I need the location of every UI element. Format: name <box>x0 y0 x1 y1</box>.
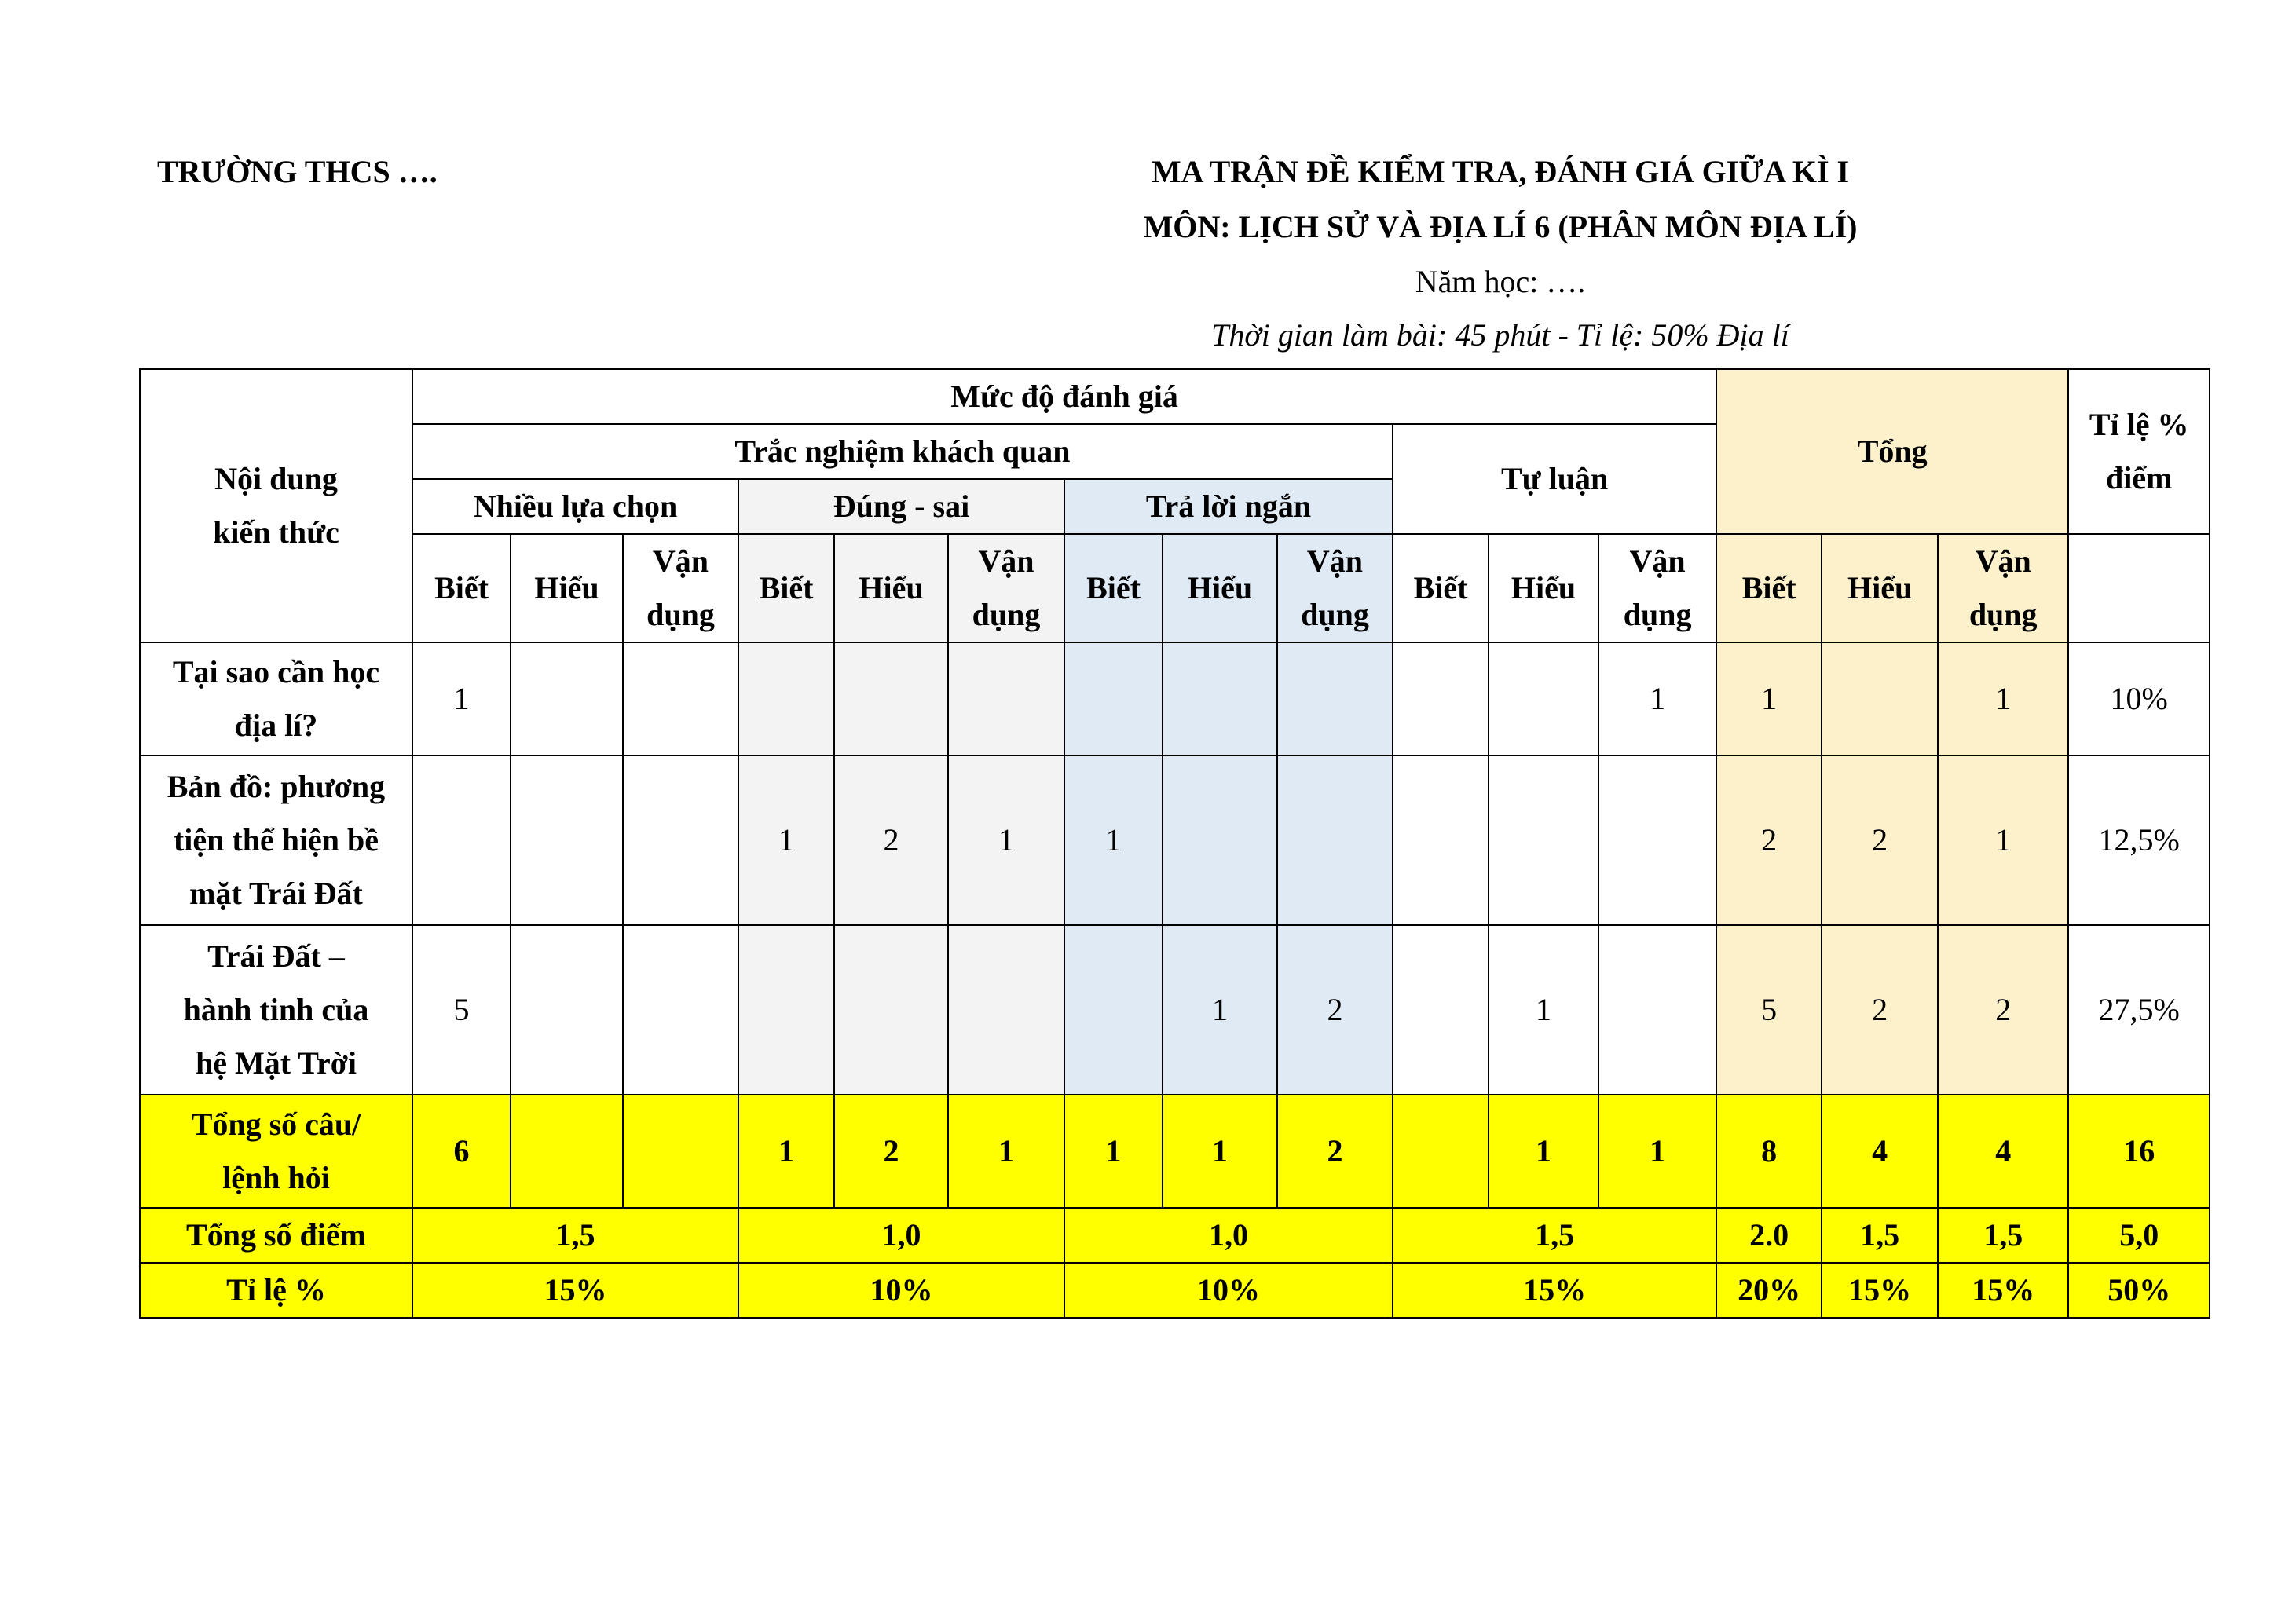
matrix-cell <box>412 755 511 925</box>
level-header-biet: Biết <box>412 534 511 642</box>
level-header-hieu: Hiểu <box>1163 534 1277 642</box>
level-header-van-dung <box>1598 534 1716 642</box>
matrix-cell <box>1064 925 1163 1095</box>
matrix-cell: 2 <box>1822 755 1938 925</box>
matrix-cell <box>623 925 738 1095</box>
row-label-line: Tại sao cần học <box>172 654 380 689</box>
matrix-cell <box>1064 642 1163 755</box>
matrix-cell <box>623 1095 738 1208</box>
percent-vd: 15% <box>1938 1263 2068 1318</box>
topic-row <box>140 925 2210 1095</box>
row-label <box>140 1095 412 1208</box>
matrix-cell: 5 <box>1716 925 1822 1095</box>
document-title: MA TRẬN ĐỀ KIỂM TRA, ĐÁNH GIÁ GIỮA KÌ I <box>1151 154 1850 189</box>
matrix-cell: 1 <box>1716 642 1822 755</box>
percent-hieu: 15% <box>1822 1263 1938 1318</box>
matrix-cell <box>1489 642 1598 755</box>
percent-tl: 15% <box>1393 1263 1716 1318</box>
matrix-cell: 27,5% <box>2068 925 2210 1095</box>
content-header-line1: Nội dung <box>214 461 338 496</box>
matrix-cell <box>738 925 834 1095</box>
van-dung-line1: Vận <box>978 543 1034 579</box>
total-points-label: Tổng số điểm <box>140 1208 412 1263</box>
level-header-van-dung <box>623 534 738 642</box>
matrix-cell <box>1163 755 1277 925</box>
row-label <box>140 925 412 1095</box>
matrix-cell: 5 <box>412 925 511 1095</box>
van-dung-line1: Vận <box>652 543 709 579</box>
matrix-cell: 1 <box>1598 642 1716 755</box>
matrix-cell: 1 <box>948 1095 1064 1208</box>
van-dung-line2: dụng <box>1623 597 1692 632</box>
matrix-cell <box>1489 755 1598 925</box>
row-label-line: Bản đồ: phương <box>167 769 386 804</box>
total-points-hieu: 1,5 <box>1822 1208 1938 1263</box>
level-header-hieu: Hiểu <box>1822 534 1938 642</box>
matrix-cell <box>511 925 623 1095</box>
matrix-cell <box>623 755 738 925</box>
tra-loi-ngan-header: Trả lời ngắn <box>1064 479 1393 534</box>
matrix-cell <box>1393 642 1489 755</box>
matrix-cell: 1 <box>1163 1095 1277 1208</box>
level-header-empty <box>2068 534 2210 642</box>
total-points-ds: 1,0 <box>738 1208 1064 1263</box>
matrix-cell <box>1822 642 1938 755</box>
percent-label: Tỉ lệ % <box>140 1263 412 1318</box>
level-header-van-dung <box>948 534 1064 642</box>
assessment-matrix-table <box>139 368 2210 1319</box>
matrix-cell: 1 <box>1064 755 1163 925</box>
matrix-cell: 12,5% <box>2068 755 2210 925</box>
percent-nlc: 15% <box>412 1263 738 1318</box>
row-label-line: địa lí? <box>234 708 318 743</box>
matrix-cell: 1 <box>948 755 1064 925</box>
level-header-biet: Biết <box>738 534 834 642</box>
matrix-cell: 4 <box>1822 1095 1938 1208</box>
row-label-line: tiện thể hiện bề <box>173 822 379 858</box>
van-dung-line1: Vận <box>1306 543 1364 579</box>
percent-biet: 20% <box>1716 1263 1822 1318</box>
total-points-vd: 1,5 <box>1938 1208 2068 1263</box>
matrix-cell <box>1163 642 1277 755</box>
header-row-levels <box>140 534 2210 642</box>
matrix-cell <box>948 642 1064 755</box>
matrix-cell <box>511 642 623 755</box>
content-column-header <box>140 369 412 642</box>
van-dung-line2: dụng <box>1968 597 2038 632</box>
matrix-cell: 1 <box>1489 1095 1598 1208</box>
ti-le-header-line1: Tỉ lệ % <box>2089 407 2189 442</box>
row-label-line: hệ Mặt Trời <box>195 1045 357 1081</box>
matrix-cell: 4 <box>1938 1095 2068 1208</box>
van-dung-line2: dụng <box>972 597 1041 632</box>
level-header-hieu: Hiểu <box>834 534 948 642</box>
matrix-cell: 1 <box>1938 642 2068 755</box>
matrix-cell: 1 <box>1489 925 1598 1095</box>
matrix-cell <box>1598 755 1716 925</box>
matrix-cell: 1 <box>1064 1095 1163 1208</box>
matrix-cell: 2 <box>1716 755 1822 925</box>
school-name: TRƯỜNG THCS …. <box>157 154 438 189</box>
total-points-biet: 2.0 <box>1716 1208 1822 1263</box>
total-points-tln: 1,0 <box>1064 1208 1393 1263</box>
row-label-line: mặt Trái Đất <box>189 876 363 911</box>
matrix-cell: 1 <box>1163 925 1277 1095</box>
percent-tln: 10% <box>1064 1263 1393 1318</box>
topic-row <box>140 755 2210 925</box>
row-label-line: hành tinh của <box>183 992 369 1027</box>
total-points-tl: 1,5 <box>1393 1208 1716 1263</box>
muc-do-header: Mức độ đánh giá <box>412 369 1716 424</box>
topic-row <box>140 642 2210 755</box>
matrix-cell: 1 <box>412 642 511 755</box>
matrix-cell: 1 <box>738 755 834 925</box>
school-year: Năm học: …. <box>1415 264 1586 299</box>
van-dung-line1: Vận <box>1975 543 2031 579</box>
matrix-cell <box>834 925 948 1095</box>
matrix-cell <box>1277 755 1393 925</box>
level-header-van-dung <box>1277 534 1393 642</box>
total-points-total: 5,0 <box>2068 1208 2210 1263</box>
total-questions-row <box>140 1095 2210 1208</box>
level-header-biet: Biết <box>1716 534 1822 642</box>
percent-row <box>140 1263 2210 1318</box>
dung-sai-header: Đúng - sai <box>738 479 1064 534</box>
trac-nghiem-header: Trắc nghiệm khách quan <box>412 424 1393 479</box>
matrix-cell: 8 <box>1716 1095 1822 1208</box>
matrix-cell: 10% <box>2068 642 2210 755</box>
matrix-cell <box>511 755 623 925</box>
matrix-cell <box>1598 925 1716 1095</box>
level-header-van-dung <box>1938 534 2068 642</box>
matrix-cell: 2 <box>834 755 948 925</box>
level-header-hieu: Hiểu <box>511 534 623 642</box>
matrix-cell <box>623 642 738 755</box>
matrix-cell: 6 <box>412 1095 511 1208</box>
matrix-cell: 2 <box>834 1095 948 1208</box>
matrix-cell: 2 <box>1277 925 1393 1095</box>
ti-le-header-line2: điểm <box>2105 460 2173 496</box>
matrix-cell: 1 <box>1938 755 2068 925</box>
time-ratio: Thời gian làm bài: 45 phút - Tỉ lệ: 50% Địa lí <box>1211 317 1789 353</box>
tu-luan-header: Tự luận <box>1393 424 1716 534</box>
matrix-cell: 2 <box>1277 1095 1393 1208</box>
matrix-cell <box>1393 755 1489 925</box>
van-dung-line1: Vận <box>1629 543 1686 579</box>
van-dung-line2: dụng <box>646 597 715 632</box>
matrix-cell: 16 <box>2068 1095 2210 1208</box>
row-label-line: Trái Đất – <box>207 938 345 974</box>
row-label-line: Tổng số câu/ <box>191 1106 361 1142</box>
matrix-cell: 2 <box>1822 925 1938 1095</box>
tong-header: Tổng <box>1716 369 2068 534</box>
level-header-hieu: Hiểu <box>1489 534 1598 642</box>
van-dung-line2: dụng <box>1301 597 1369 632</box>
matrix-cell <box>948 925 1064 1095</box>
level-header-biet: Biết <box>1393 534 1489 642</box>
matrix-cell <box>1393 1095 1489 1208</box>
percent-ds: 10% <box>738 1263 1064 1318</box>
ti-le-header <box>2068 369 2210 534</box>
content-header-line2: kiến thức <box>213 514 339 550</box>
row-label-line: lệnh hỏi <box>222 1160 330 1195</box>
total-points-row <box>140 1208 2210 1263</box>
matrix-cell <box>1393 925 1489 1095</box>
row-label <box>140 755 412 925</box>
matrix-cell <box>1277 642 1393 755</box>
percent-total: 50% <box>2068 1263 2210 1318</box>
total-points-nlc: 1,5 <box>412 1208 738 1263</box>
subject-title: MÔN: LỊCH SỬ VÀ ĐỊA LÍ 6 (PHÂN MÔN ĐỊA LÍ) <box>1143 209 1858 244</box>
matrix-cell: 1 <box>738 1095 834 1208</box>
matrix-cell <box>834 642 948 755</box>
level-header-biet: Biết <box>1064 534 1163 642</box>
matrix-cell <box>738 642 834 755</box>
nhieu-lua-chon-header: Nhiều lựa chọn <box>412 479 738 534</box>
header-row-1 <box>140 369 2210 424</box>
matrix-cell: 1 <box>1598 1095 1716 1208</box>
matrix-cell <box>511 1095 623 1208</box>
matrix-cell: 2 <box>1938 925 2068 1095</box>
row-label <box>140 642 412 755</box>
